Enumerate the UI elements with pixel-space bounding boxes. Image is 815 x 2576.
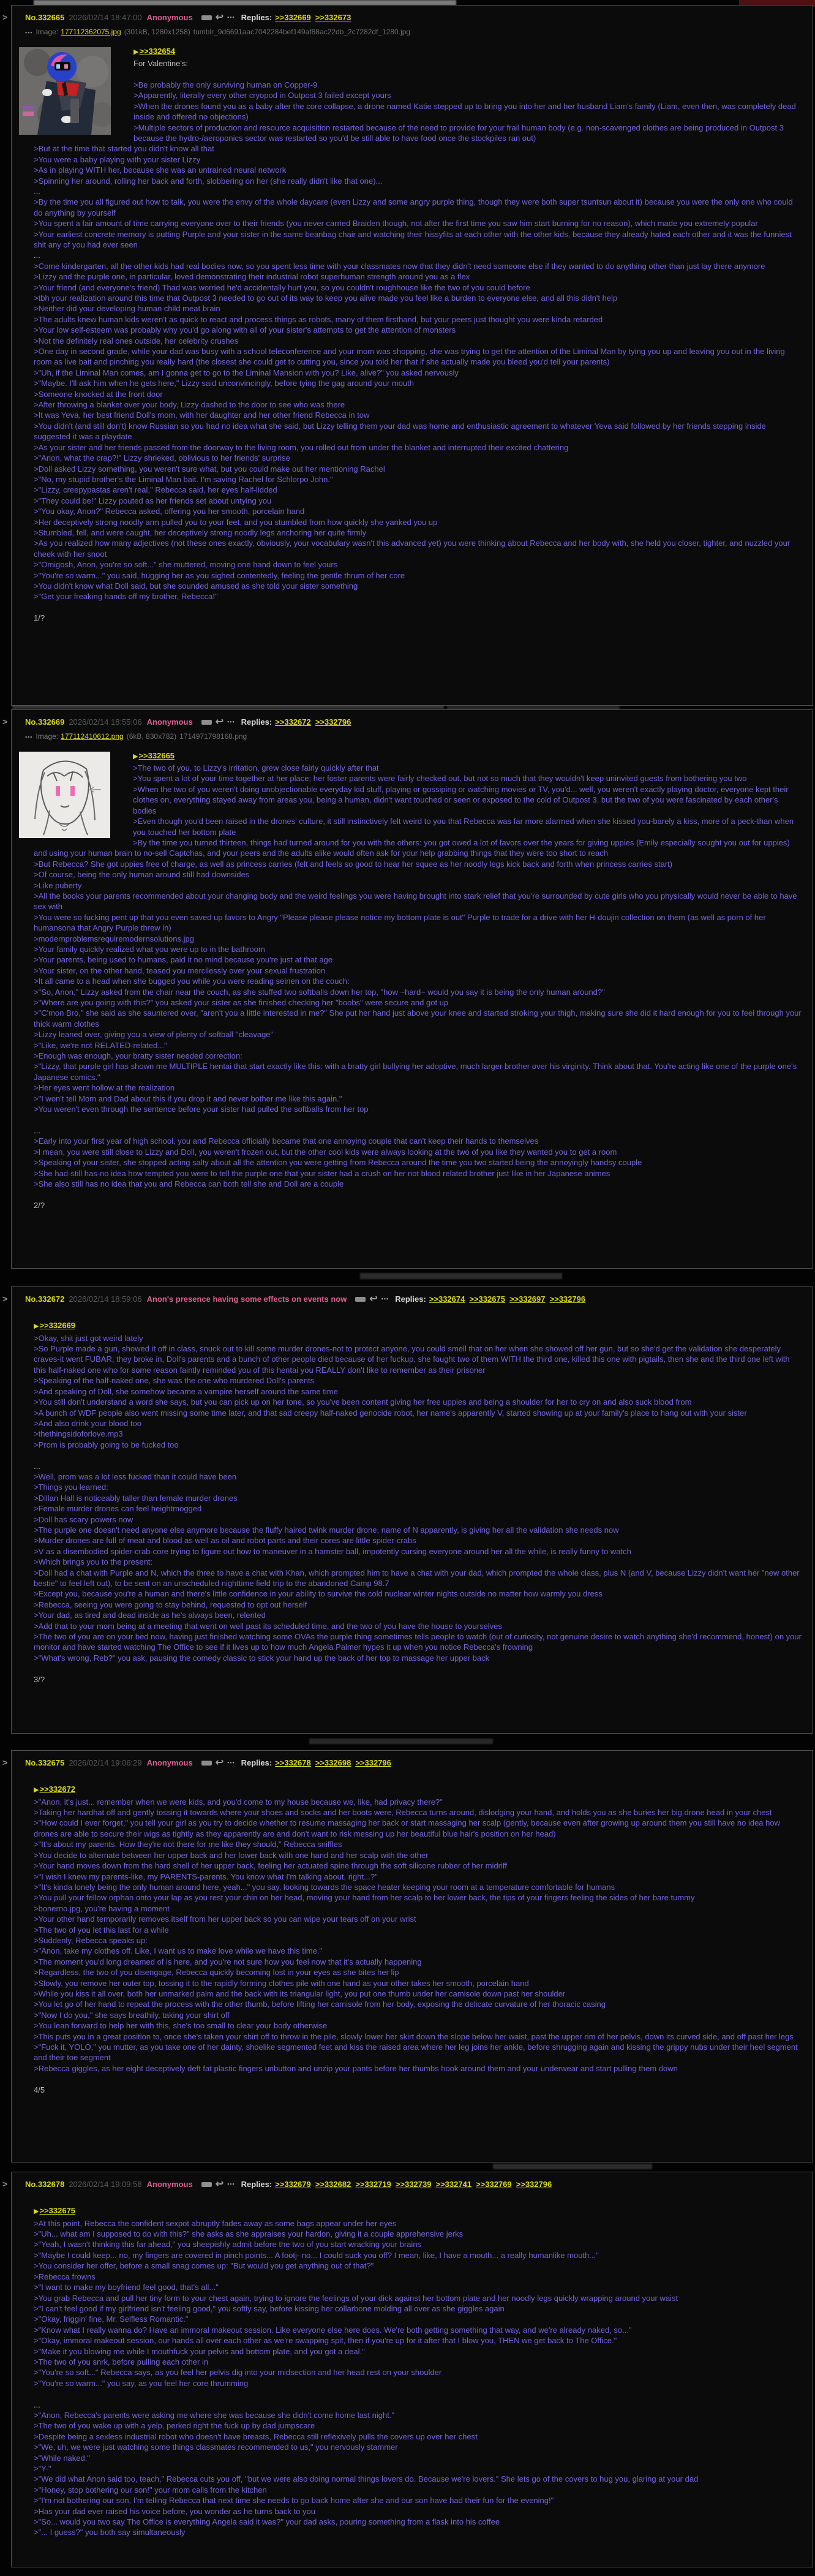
image-info-line [25,731,804,742]
greentext-line: >Someone knocked at the front door [34,389,163,399]
greentext-line: >Speaking of your sister, she stopped acting salty about all the attention you were getting from Rebecca around the time you two started being the annoyingly handsy couple [34,1158,642,1168]
greentext-line: >Neither did your developing human child meat brain [34,304,220,314]
greentext-line: >"Maybe. I'll ask him when he gets here," Lizzy said unconvincingly, before tying the gag around your mouth [34,379,415,388]
greentext-line: >Your other hand temporarily removes itself from her upper back so you can wipe your tears off on your wrist [34,1914,416,1924]
post-menu-icon[interactable]: ••• [227,13,235,20]
greentext-line: >Doll has scary powers now [34,1514,133,1524]
hide-post-icon[interactable] [201,1761,212,1766]
reply-backlink[interactable]: >>332796 [355,1758,391,1767]
greentext-line: >When the two of you weren't doing unobjectionable everyday kid stuff, playing or gossiping or watching movies or TV, you'd... well, you weren't exactly playing doctor, everyone kept their clothes on, everything stayed away from areas you, being a human, didn't want touched or seen or exposed to the cold of Outpost 3, but the two of you were fascinated by each other's bodies [133,784,789,815]
post-collapse-marker: > [2,2179,8,2189]
greentext-line: >"C'mon Bro," she said as she sauntered over, "aren't you a little interested in me?" She put her hand just above your knee and started stroking your thigh, making sure she did it hard enough for you to feel through your thick warm clothes [34,1008,802,1029]
post-number-link[interactable]: No.332672 [25,1294,65,1304]
greentext-line: >Suddenly, Rebecca speaks up: [34,1935,148,1945]
greentext-line: >Speaking of the half-naked one, she was the one who murdered Doll's parents [34,1376,315,1386]
greentext-line: >"Lizzy, creepypastas aren't real," Rebecca said, her eyes half-lidded [34,485,277,495]
greentext-line: >"Get your freaking hands off my brother, Rebecca!" [34,592,218,602]
greentext-line: >When the drones found you as a baby after the core collapse, a drone named Katie stepped up to bring you into her and her husband Liam's family (Liam, even then, was completely dead inside and offered no objections) [133,101,796,122]
greentext-line: >Female murder drones can feel heightmogged [34,1504,202,1514]
greentext-line: >Has your dad ever raised his voice before, you wonder as he turns back to you [34,2506,315,2516]
quote-bullet-icon: ▶ [133,48,139,56]
hide-post-icon[interactable] [355,1297,366,1302]
greentext-line: >It was Yeva, her best friend Doll's mom, with her daughter and her other friend Rebecca in tow [34,410,370,420]
reply-backlink[interactable]: >>332682 [315,2179,351,2189]
greentext-line: >"Fuck it, YOLO," you mutter, as you take one of her dainty, shoelike segmented feet and kiss the raised area where her leg joins her ankle, before shrugging again and kissing the grippy nubs under their heel segment and their toe segment [34,2042,798,2063]
greentext-line: >Your low self-esteem was probably why you'd go along with all of your sister's attempts to get the attention of monsters [34,325,456,335]
replies-label: Replies: [241,1758,272,1767]
greentext-line: >The two of you let this last for a while [34,1925,169,1935]
post-collapse-marker: > [2,717,8,727]
blank-line [34,1189,802,1199]
greentext-line: >"While naked." [34,2453,90,2463]
reply-backlink[interactable]: >>332672 [275,717,311,727]
greentext-line: >Your sister, on the other hand, teased you mercilessly over your sexual frustration [34,965,326,975]
greentext-line: >At this point, Rebecca the confident sexpot abruptly fades away as some bags appear under her eyes [34,2218,397,2228]
greentext-line: >All the books your parents recommended about your changing body and the weird feelings you were having brought into stark relief that you're surrounded by cute girls who you physically would never be able to have sex with [34,891,797,912]
quote-bullet-icon: ▶ [34,1323,39,1331]
post-header [25,1293,804,1304]
greentext-line: >Like puberty [34,880,82,890]
blank-line [34,602,802,613]
greentext-line: >So Purple made a gun, showed it off in class, snuck out to kill some murder drones-not to protect anyone, you could smell that on her when she showed off her gun, but so she'd get the validation she desperately craves-it went FUBAR, they broke in, Doll's parents and a bunch of other people died because of her fuckup, she fought two of them WITH the third one, killed this one with pigtails, then she and the third one left with this half-naked one who for some reason faintly reminded you of this hentai you REALLY don't like to remember as their prisoner [34,1344,790,1375]
greentext-line: >Spinning her around, rolling her back and forth, slobbering on her (she really didn't like that one)... [34,176,383,186]
quote-line [34,1320,802,1332]
hide-post-icon[interactable] [201,720,212,725]
post-timestamp: 2026/02/14 18:55:06 [69,717,142,727]
image-menu-icon[interactable]: ••• [25,734,33,741]
greentext-line: >And also drink your blood too [34,1418,141,1428]
greentext-line: >By the time you turned thirteen, things had turned around for you with the others: you got owed a lot of favors over the years for giving uppies (Emily especially sought you out for uppies) and using your human brain to no-sell Captchas, and your peers and the adults alike would often ask for your help grabbing things that they were too short to reach [34,837,790,858]
reply-backlink[interactable]: >>332796 [549,1294,586,1304]
text-line: 4/5 [34,2085,45,2094]
greentext-line: >The moment you'd long dreamed of is here, and you're not sure how you feel now that it's actually happening [34,1957,422,1966]
greentext-line: >"Now I do you," she says breathily, taking your shirt off [34,2010,230,2020]
quote-link[interactable]: >>332665 [138,750,175,760]
greentext-line: >"You're so warm..." you say, as you feel her core thrumming [34,2378,249,2388]
greentext-line: >You still don't understand a word she says, but you can pick up on her tone, so you've been content giving her free uppies and being a shoulder for her to cry on and also suck blood from [34,1397,692,1407]
reply-arrow-icon[interactable]: ↩ [215,1757,224,1768]
post-thumbnail[interactable] [19,752,110,840]
greentext-line: >Rebecca frowns [34,2272,96,2281]
reply-backlink[interactable]: >>332698 [315,1758,351,1767]
background-artifact [360,1273,562,1279]
greentext-line: >Not the definitely real ones outside, her celebrity crushes [34,336,239,346]
greentext-line: >Come kindergarten, all the other kids had real bodies now, so you spent less time with your classmates now that they didn't need someone else if they wanted to do anything other than just lay there anymore [34,261,765,271]
replies-label: Replies: [395,1294,426,1304]
greentext-line: >Taking her hardhat off and gently tossing it towards where your shoes and socks and her boots were, Rebecca turns around, dislodging your hand, and holds you as she buries her big drone head in your chest [34,1808,772,1818]
greentext-line: >You decide to alternate between her upper back and her lower back with one hand and her scalp with the other [34,1850,429,1860]
reply-backlink[interactable]: >>332675 [469,1294,505,1304]
greentext-line: >She also still has no idea that you and Rebecca can both tell she and Doll are a couple [34,1179,344,1188]
text-line: ... [34,2400,40,2409]
quote-link[interactable]: >>332672 [39,1785,76,1794]
blank-line [34,1663,802,1674]
post [11,1750,813,2162]
post-number-link[interactable]: No.332665 [25,12,65,22]
greentext-line: >This puts you in a great position to, once she's taken your shirt off to throw in the pile, slowly lower her skirt down the slope below her waist, past the upper rim of her pelvis, down its curved side, and off past her legs [34,2031,794,2041]
image-filename-link[interactable]: 177112410612.png [61,732,124,741]
greentext-line: >It all came to a head when she bugged you while you were reading seinen on the couch: [34,976,350,986]
post-timestamp: 2026/02/14 18:59:06 [69,1294,142,1304]
greentext-line: >Stumbled, fell, and were caught, her deceptively strong noodly legs anchoring her quite firmly [34,527,367,537]
greentext-line: >"Okay, immoral makeout session, our hands all over each other as we're swapping spit, then if you're up for it after that I blow you, THEN we get back to The Office." [34,2336,617,2346]
greentext-line: >"What's wrong, Reb?" you ask, pausing the comedy classic to stick your hand up the back of her top to massage her upper back [34,1653,490,1663]
post-number-link[interactable]: No.332669 [25,717,65,727]
post-body [34,2205,802,2538]
text-line: For Valentine's: [133,59,188,69]
quote-line [34,750,802,762]
greentext-line: >"Omigosh, Anon, you're so soft..." she muttered, moving one hand down to feel yours [34,560,338,570]
thumbnail-art-sketch-drone-girl [19,752,110,838]
greentext-line: >V as a disembodied spider-crab-core trying to figure out how to maneuver in a hamster ball, impotently cursing everyone around her all the while, is really funny to watch [34,1546,631,1556]
greentext-line: >By the time you all figured out how to talk, you were the envy of the whole daycare (even Lizzy and some angry purple thing, though they were both super tsuntsun about it) because you were the only one who could do anything by yourself [34,197,793,217]
post-menu-icon[interactable]: ••• [227,2180,235,2187]
post-header [25,716,804,727]
greentext-line: >"Anon, it's just... remember when we were kids, and you'd come to my house because we, like, had privacy there?" [34,1797,443,1807]
greentext-line: >"Yeah, I wasn't thinking this far ahead," you sheepishly admit before the two of you start wracking your brains [34,2240,422,2249]
reply-backlink[interactable]: >>332697 [509,1294,546,1304]
greentext-line: >Murder drones are full of meat and blood as well as oil and robot parts and their cores are little spider-crabs [34,1536,416,1546]
greentext-line: >"How could I ever forget," you tell your girl as you try to decide whether to resume massaging her back or start massaging her scalp (gently, because even after growing up around them you still have no idea how drones are able to secure their wigs as tightly as they apparently are and don't want to risk messing up her beautiful blue hair's position on her head) [34,1818,780,1838]
text-line: 3/? [34,1674,45,1684]
greentext-line: >"No, my stupid brother's the Liminal Man bait. I'm saving Rachel for Schlorpo John." [34,474,333,484]
greentext-line: >You spent a fair amount of time carrying everyone over to their friends (you never carried Braiden though, not after the first time you saw him start burning for no reason), which made you extremely popular [34,219,758,229]
reply-backlink[interactable]: >>332678 [275,1758,311,1767]
image-filename-link[interactable]: 177112362075.jpg [61,28,121,37]
greentext-line: >You let go of her hand to repeat the process with the other thumb, before lifting her camisole from her body, exposing the delicate curvature of her thoracic casing [34,2000,606,2009]
blank-line [34,2389,802,2399]
greentext-line: >Multiple sectors of production and resource acquisition restarted because of the need to provide for your frail human body (e.g. non-scavenged clothes are being produced in Outpost 3 because the hydro-/aeroponics sector was restarted so you'd be still able to have food once the stockpiles ran out) [133,123,784,143]
poster-name: Anonymous [146,1758,193,1767]
greentext-line: >"Honey, stop bothering our son!" your mom calls from the kitchen [34,2485,267,2495]
greentext-line: >modernproblemsrequiremodernsolutions.jpg [34,934,194,943]
reply-arrow-icon[interactable]: ↩ [215,2178,224,2189]
greentext-line: >Rebecca, seeing you were going to stay behind, requested to opt out herself [34,1600,307,1609]
replies-label: Replies: [241,717,272,727]
quote-bullet-icon: ▶ [34,1786,39,1794]
greentext-line: >You were a baby playing with your sister Lizzy [34,154,201,164]
poster-name: Anonymous [146,717,193,727]
greentext-line: >"Make it you blowing me while I mouthfuck your pelvis and bottom plate, and you got a deal." [34,2346,365,2356]
greentext-line: >Her deceptively strong noodly arm pulled you to your feet, and you stumbled from how quickly she yanked you up [34,517,438,527]
post-number-link[interactable]: No.332678 [25,2179,65,2189]
greentext-line: >After throwing a blanket over your body, Lizzy dashed to the door to see who was there [34,400,345,410]
replies-label: Replies: [241,12,272,22]
image-meta: (6kB, 830x782) [126,732,177,741]
quote-line [34,1784,802,1796]
greentext-line: >While you kiss it all over, both her unmarked palm and the back with its triangular light, you put one thumb under her camisole down past her shoulder [34,1989,566,1998]
reply-backlink[interactable]: >>332669 [275,12,311,22]
post-collapse-marker: > [2,12,8,22]
image-original-filename: tumblr_9d6691aac7042284bef149af88ac22db_2c7282df_1280.jpg [193,28,411,37]
post-menu-icon[interactable]: ••• [227,718,235,725]
greentext-line: >"I'm not bothering our son, I'm telling Rebecca that next time she needs to go back home after she and our son have had their fun for the evening!" [34,2496,554,2506]
greentext-line: >Slowly, you remove her outer top, tossing it to the rapidly forming clothes pile with one hand as your other takes her smooth, porcelain hand [34,1978,529,1988]
quote-link[interactable]: >>332654 [139,46,176,56]
background-artifact [493,2164,652,2169]
greentext-line: >Dillan Hall is noticeably taller than female murder drones [34,1493,238,1503]
greentext-line: >Your parents, being used to humans, paid it no mind because you're just at that age [34,955,333,965]
image-original-filename: 1714971798168.png [179,732,247,741]
greentext-line: >Things you learned: [34,1483,108,1492]
reply-backlink[interactable]: >>332796 [315,717,351,727]
greentext-line: >You grab Rebecca and pull her tiny form to your chest again, trying to ignore the feelings of your dick against her bottom plate and her noodly legs quickly wrapping around your waist [34,2293,678,2303]
post-collapse-marker: > [2,1758,8,1767]
greentext-line: >Rebecca giggles, as her eight deceptively deft fat plastic fingers unbutton and unzip your pants before her thumbs hook around them and your underwear and start pulling them down [34,2063,678,2073]
greentext-line: >You didn't (and still don't) know Russian so you had no idea what she said, but Lizzy telling them your dad was home and enthusiastic agreement to whatever Yeva said followed by her friends stepping inside suggested it was a playdate [34,421,766,442]
text-line: ... [34,186,40,196]
image-label: Image: [36,28,59,37]
greentext-line: >Your family quickly realized what you were up to in the bathroom [34,944,265,954]
greentext-line: >Despite being a sexless industrial robot who doesn't have breasts, Rebecca still reflexively pulls the covers up over her chest [34,2431,478,2441]
greentext-line: >"Anon, Rebecca's parents were asking me where she was because she didn't come home last night." [34,2410,395,2420]
quote-line [34,46,802,58]
blank-line [34,2074,802,2084]
greentext-line: >Doll had a chat with Purple and N, which the three to have a chat with Khan, which prompted him to have a chat with your dad, which prompted the whole class, plus N (and V, because Lizzy didn't want her "new other bestie" to feel left out), to be sent on an unscheduled nighttime field trip to the abandoned Camp 98.7 [34,1568,800,1588]
greentext-line: >"Anon, take my clothes off. Like, I want us to make love while we have this time." [34,1946,323,1956]
greentext-line: >The adults knew human kids weren't as quick to react and process things as robots, many of them firsthand, but your peers just thought you were kinda retarded [34,314,603,324]
greentext-line: >Her eyes went hollow at the realization [34,1083,175,1093]
greentext-line: >tbh your realization around this time that Outpost 3 needed to go out of its way to keep you alive made you feel like a burden to everyone else, and all this didn't help [34,293,618,303]
post-number-link[interactable]: No.332675 [25,1758,65,1767]
greentext-line: >The purple one doesn't need anyone else anymore because the fluffy haired twink murder drone, name of N apparently, is giving her all the validation she needs now [34,1525,619,1535]
reply-backlink[interactable]: >>332674 [429,1294,465,1304]
reply-arrow-icon[interactable]: ↩ [215,12,224,23]
thumbnail-art-drone-cloak [19,47,111,135]
hide-post-icon[interactable] [201,2182,212,2187]
greentext-line: >The two of you are on your bed now, having just finished watching some OVAs the purple thing sometimes tells people to watch (out of curiosity, not genuine desire to watch anything she'd recommend, honest) on your monitor and have started watching The Office to see if it lives up to how much Angela Palmer hypes it up when you notice Rebecca's frowning [34,1632,802,1652]
greentext-line: >Okay, shit just got weird lately [34,1333,143,1343]
reply-arrow-icon[interactable]: ↩ [369,1293,378,1304]
greentext-line: >Even though you'd been raised in the drones' culture, it still instinctively felt weird to you that Rebecca was far more alarmed when she kissed you-barely a kiss, more of a peck-than when you touched her bottom plate [133,817,794,837]
quote-bullet-icon: ▶ [34,2208,39,2216]
text-line: ... [34,251,40,260]
post-menu-icon[interactable]: ••• [381,1295,389,1302]
quote-line [34,2205,802,2217]
greentext-line: >Prom is probably going to be fucked too [34,1440,179,1449]
reply-backlink[interactable]: >>332739 [395,2179,432,2189]
replies-label: Replies: [241,2179,272,2189]
greentext-line: >"We did what Anon said too, teach," Rebecca cuts you off, "but we were also doing normal things lovers do. Because we're lovers." She lets go of the covers to hug you, glaring at your dad [34,2474,699,2484]
greentext-line: >"I wish I knew my parents-like, my PARENTS-parents. You know what I'm talking about, right...?" [34,1872,378,1881]
greentext-line: >You were so fucking pent up that you even saved up favors to Angry "Please please please notice my bottom plate is out" Purple to trade for a drive with her H-doujin collection on them (as well as porn of her humansona that Angry Purple threw in) [34,912,766,933]
greentext-line: >"Uh, if the Liminal Man comes, am I gonna get to go to the Liminal Mansion with you? Like, alive?" you asked nervously [34,368,459,377]
post-header [25,1757,804,1768]
post [11,709,813,1269]
post [11,1286,813,1734]
greentext-line: >"Where are you going with this?" you asked your sister as she finished checking her "boobs" were secure and got up [34,998,449,1008]
greentext-line: >Well, prom was a lot less fucked than it could have been [34,1471,237,1481]
greentext-line: >Doll asked Lizzy something, you weren't sure what, but you could make out her mentioning Rachel [34,464,385,474]
greentext-line: >Early into your first year of high school, you and Rebecca officially became that one annoying couple that can't keep their hands to themselves [34,1136,539,1146]
blank-line [34,1114,802,1125]
greentext-line: >Regardless, the two of you disengage, Rebecca quickly becoming lost in your eyes as she bites her lip [34,1968,399,1977]
greentext-line: >"You okay, Anon?" Rebecca asked, offering you her smooth, porcelain hand [34,507,305,516]
greentext-line: >Lizzy and the purple one, in particular, loved demonstrating their industrial robot superhuman strength around you as a flex [34,272,470,282]
post-collapse-marker: > [2,1294,8,1304]
greentext-line: >And speaking of Doll, she somehow became a vampire herself around the same time [34,1386,338,1396]
greentext-line: >You consider her offer, before a small snag comes up: "But would you get anything out of that?" [34,2261,374,2271]
greentext-line: >Lizzy leaned over, giving you a view of plenty of softball "cleavage" [34,1030,274,1040]
greentext-line: >bonerno.jpg, you're having a moment [34,1903,170,1913]
post-timestamp: 2026/02/14 18:47:00 [69,12,142,22]
greentext-line: >But Rebecca? She got uppies free of charge, as well as princess carries (felt and feels so good to hear her squee as her noodly legs kick back and forth when princess carries start) [34,859,673,869]
post-timestamp: 2026/02/14 19:09:58 [69,2179,142,2189]
greentext-line: >I mean, you were still close to Lizzy and Doll, you weren't frozen out, but the other cool kids were always looking at the two of you like they wanted you to get a room [34,1147,617,1157]
greentext-line: >As your sister and her friends passed from the doorway to the living room, you rolled out from under the blanket and interrupted their excited chattering [34,442,569,452]
greentext-line: >You weren't even through the sentence before your sister had pulled the softballs from her top [34,1105,369,1114]
post-header [25,12,804,23]
post [11,5,813,706]
greentext-line: >Your hand moves down from the hard shell of her upper back, feeling her actuated spine through the soft silicone rubber of her midriff [34,1861,507,1871]
greentext-line: >"It's kinda lonely being the only human around here, yeah..." you say, looking towards the space heater keeping your room at a temperature comfortable for humans [34,1882,615,1892]
greentext-line: >"Okay, friggin' fine, Mr. Selfless Romantic." [34,2314,189,2324]
image-label: Image: [36,732,59,741]
image-menu-icon[interactable]: ••• [25,29,33,36]
post-body [34,46,802,624]
greentext-line: >Apparently, literally every other cryopod in Outpost 3 failed except yours [133,91,391,100]
reply-backlink[interactable]: >>332796 [516,2179,552,2189]
greentext-line: >"... I guess?" you both say simultaneously [34,2528,186,2537]
greentext-line: >thethingsidoforlove.mp3 [34,1429,123,1439]
reply-backlink[interactable]: >>332679 [275,2179,311,2189]
greentext-line: >"You're so soft..." Rebecca says, as you feel her pelvis dig into your midsection and her head rest on your shoulder [34,2368,442,2378]
text-line: ... [34,1125,40,1135]
quote-link[interactable]: >>332669 [39,1321,76,1331]
greentext-line: >The two of you, to Lizzy's irritation, grew close fairly quickly after that [133,763,379,773]
blank-line [34,1450,802,1460]
greentext-line: >The two of you snrk, before pulling each other in [34,2357,209,2366]
greentext-line: >"Like, we're not RELATED-related..." [34,1040,167,1050]
post-thumbnail[interactable] [19,47,111,137]
post-header [25,2178,804,2189]
greentext-line: >Of course, being the only human around still had downsides [34,870,250,880]
greentext-line: >"Lizzy, that purple girl has shown me MULTIPLE hentai that start exactly like this: with a bratty girl bullying her adoptive, much larger brother over his virginity. Think about that. You're acting like one of the purple one's Japanese comics." [34,1062,797,1082]
reply-backlink[interactable]: >>332741 [435,2179,472,2189]
greentext-line: >You lean forward to help her with this, she's too small to clear your body otherwise [34,2021,328,2031]
greentext-line: >You pull your fellow orphan onto your lap as you rest your chin on her head, moving your hand from her scalp to her lower back, the tips of your fingers feeling the sides of her bare tummy [34,1893,695,1903]
quote-link[interactable]: >>332675 [39,2206,76,2216]
post-body [34,1784,802,2095]
reply-backlink[interactable]: >>332673 [315,12,351,22]
greentext-line: >Enough was enough, your bratty sister needed correction: [34,1051,242,1061]
greentext-line: >As you realized how many adjectives (not these ones exactly, obviously, your vocabulary wasn't this advanced yet) you were thinking about Rebecca and her body with, she held you closer, tighter, and nuzzled your cheek with her snoot [34,538,791,559]
greentext-line: >You spent a lot of your time together at her place; her foster parents were fairly checked out, but not so much that they wouldn't keep uninvited guests from bothering you two [133,774,747,784]
greentext-line: >"So... would you two say The Office is everything Angela said it was?" your dad asks, pouring something from a flask into his coffee [34,2517,500,2527]
greentext-line: >Add that to your mom being at a meeting that went on well past its scheduled time, and the two of you have the house to yourselves [34,1621,502,1631]
poster-name: Anonymous [146,12,193,22]
greentext-line: >"Y-" [34,2464,51,2473]
greentext-line: >A bunch of WDF people also went missing some time later, and that sad creepy half-naked genocide robot, her name's apparently V, started showing up at your family's place to hang out with your sister [34,1408,747,1418]
image-meta: (301kB, 1280x1258) [124,28,190,37]
post-subject: Anon's presence having some effects on events now [146,1294,347,1304]
text-line: ... [34,1461,40,1471]
greentext-line: >The two of you wake up with a yelp, perked right the fuck up by dad jumpscare [34,2421,315,2431]
post-menu-icon[interactable]: ••• [227,1759,235,1766]
greentext-line: >One day in second grade, while your dad was busy with a school teleconference and your mom was shopping, she was trying to get the attention of the Liminal Man by tying you up and leaving you out in the living room as live bait and pinching you really hard (the closest she could get to cutting you, since you told her that if she actually made you bleed you'd tell your parents) [34,347,785,367]
greentext-line: >"We, uh, we were just watching some things classmates recommended to us," you nervously stammer [34,2442,398,2452]
quote-bullet-icon: ▶ [133,752,138,760]
reply-backlink[interactable]: >>332769 [476,2179,512,2189]
greentext-line: >"I won't tell Mom and Dad about this if you drop it and never bother me like this again." [34,1093,342,1103]
post-body [34,1320,802,1685]
poster-name: Anonymous [146,2179,193,2189]
greentext-line: >"I can't feel good if my girlfriend isn't feeling good," you softly say, before kissing her collarbone molding all over as she giggles again [34,2303,505,2313]
greentext-line: >"Know what I really wanna do? Have an immoral makeout session. Like everyone else here does. We're both getting something that way, and we're already naked, so..." [34,2325,632,2335]
greentext-line: >"They could be!" Lizzy pouted as her friends set about untying you [34,496,272,505]
reply-backlink[interactable]: >>332719 [355,2179,391,2189]
text-line: 2/? [34,1200,45,1210]
greentext-line: >Be probably the only surviving human on Copper-9 [133,80,318,89]
hide-post-icon[interactable] [201,15,212,20]
post-body [34,750,802,1211]
greentext-line: >Your earliest concrete memory is putting Purple and your sister in the same beanbag chair and watching their hissyfits at each other with the other kids, because they already hated each other and it was the funniest shit any of you had ever seen [34,229,792,249]
greentext-line: >"So, Anon," Lizzy asked from the chair near the couch, as she stuffed two softballs down her top, "how ~hard~ would you say it is being the only human around?" [34,987,605,997]
greentext-line: >But at the time that started you didn't know all that [34,144,214,154]
post-timestamp: 2026/02/14 19:06:29 [69,1758,142,1767]
image-info-line [25,27,804,38]
blank-line [34,69,802,79]
greentext-line: >Which brings you to the present: [34,1557,153,1567]
greentext-line: >"I want to make my boyfriend feel good, that's all..." [34,2283,219,2292]
greentext-line: >Your friend (and everyone's friend) Thad was worried he'd accidentally hurt you, so you couldn't roughhouse like the two of you could before [34,282,530,292]
background-artifact [309,1739,493,1744]
greentext-line: >"You're so warm..." you said, hugging her as you sighed contentedly, feeling the gentle thrum of her core [34,570,405,580]
greentext-line: >"Maybe I could keep... no, my fingers are covered in pinch points... A footj- no... I could suck you off? I mean, like, I have a mouth... a really humanlike mouth..." [34,2250,599,2260]
greentext-line: >"It's about my parents. How they're not there for me like they should," Rebecca sniffles [34,1840,342,1849]
greentext-line: >You didn't know what Doll said, but she sounded amused as she told your sister something [34,581,358,591]
greentext-line: >"Uh... what am I supposed to do with this?" she asks as she appraises your hardon, giving it a couple apprehensive jerks [34,2229,464,2239]
greentext-line: >Except you, because you're a human and there's little confidence in your ability to survive the cold nuclear winter nights outside no matter how warmly you dress [34,1589,603,1599]
post [11,2172,813,2567]
greentext-line: >Your dad, as tired and dead inside as he's always been, relented [34,1611,266,1620]
greentext-line: >As in playing WITH her, because she was an untrained neural network [34,165,287,175]
greentext-line: >"Anon, what the crap?!" Lizzy shrieked, oblivious to her friends' surprise [34,453,290,463]
text-line: 1/? [34,613,45,623]
greentext-line: >She had-still has-no idea how tempted you were to tell the purple one that your sister had a crush on her not blood related brother just like in her Japanese animes [34,1168,610,1178]
reply-arrow-icon[interactable]: ↩ [215,716,224,727]
